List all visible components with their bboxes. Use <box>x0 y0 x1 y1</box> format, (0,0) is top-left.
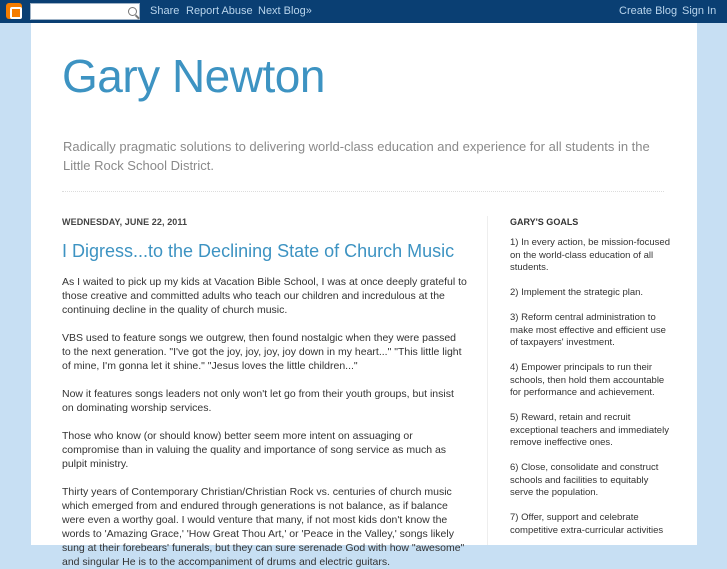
column-divider <box>487 216 488 545</box>
goal-item: 4) Empower principals to run their schools, then hold them accountable for performance and achievement. <box>510 362 665 398</box>
post-paragraph: VBS used to feature songs we outgrew, then found nostalgic when they were passed to the next generation. "I've got the joy, joy, joy, joy down in my heart..." "This little light of mine, I'm gonna let it shine." "Jesus loves the little children..." <box>62 332 462 372</box>
blogger-navbar <box>0 0 727 23</box>
post-paragraph: Those who know (or should know) better seem more intent on assuaging or compromise than in valuing the quality and importance of song service as much as pulpit ministry. <box>62 430 447 470</box>
next-blog-link[interactable]: Next Blog» <box>258 5 312 17</box>
post-paragraph: As I waited to pick up my kids at Vacation Bible School, I was at once deeply grateful to those creative and committed adults who teach our children and incredulous at the continuing decline in the quality of church music. <box>62 276 467 316</box>
goal-item: 5) Reward, retain and recruit exceptional teachers and immediately remove ineffective ones. <box>510 412 669 448</box>
goals-list <box>510 237 673 545</box>
search-button[interactable] <box>125 4 139 19</box>
header-divider <box>62 191 664 192</box>
blog-description: Radically pragmatic solutions to delivering world-class education and experience for all students in the Little Rock School District. <box>63 139 650 173</box>
goal-item: 2) Implement the strategic plan. <box>510 287 644 298</box>
report-abuse-link[interactable]: Report Abuse <box>186 5 253 17</box>
post-title-link[interactable]: I Digress...to the Declining State of Church Music <box>62 241 455 261</box>
post-date: WEDNESDAY, JUNE 22, 2011 <box>62 217 188 227</box>
blogger-logo-icon[interactable] <box>6 3 22 19</box>
goal-item: 3) Reform central administration to make most effective and efficient use of taxpayers' investment. <box>510 312 666 348</box>
search-icon <box>128 7 137 16</box>
goal-item: 6) Close, consolidate and construct schools and facilities to equitably serve the population. <box>510 462 659 498</box>
sidebar-title: GARY'S GOALS <box>510 217 579 227</box>
search-input[interactable] <box>30 3 140 20</box>
blog-page <box>31 23 697 568</box>
post-paragraph: Now it features songs leaders not only won't let go from their youth groups, but insist on dominating worship services. <box>62 388 454 414</box>
blog-title[interactable]: Gary Newton <box>62 50 325 102</box>
create-blog-link[interactable]: Create Blog <box>619 5 678 17</box>
post-body <box>62 275 467 568</box>
post-paragraph: Thirty years of Contemporary Christian/Christian Rock vs. centuries of church music which emerged from and endured through generations is not balance, as if balance were even a worthy goal. I would venture that many, if not most kids don't know the words to 'Amazing Grace,' 'How Great Thou Art,' or 'Peace in the Valley,' songs likely sung at their forebears' funerals, but they can sure serenade God with how "awesome" and singular He is to the accompaniment of drums and electric guitars. <box>62 486 465 568</box>
share-link[interactable]: Share <box>150 5 180 17</box>
goal-item: 7) Offer, support and celebrate competitive extra-curricular activities <box>510 512 664 536</box>
sign-in-link[interactable]: Sign In <box>682 5 717 17</box>
goal-item: 1) In every action, be mission-focused on the world-class education of all students. <box>510 237 670 273</box>
